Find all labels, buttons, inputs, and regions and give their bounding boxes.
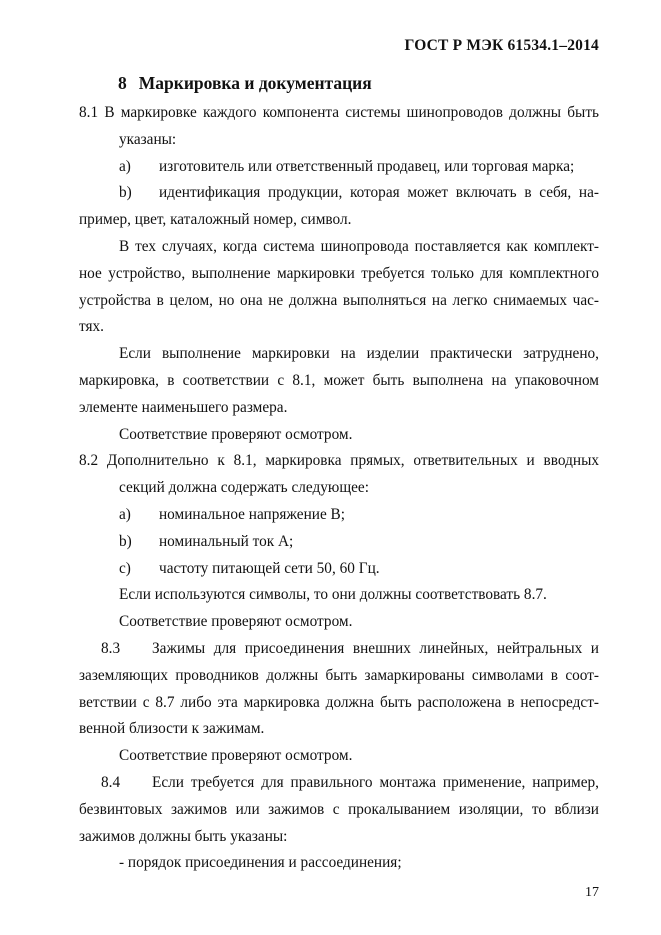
list-item-b [79,180,599,207]
section-title [118,73,372,94]
para-8-4-line3: зажимов должны быть указаны: [79,827,288,845]
list-marker: b) [119,532,132,550]
list-marker: a) [119,157,131,175]
para-8-4-line2: безвинтовых зажимов или зажимов с прокалыванием изоляции, то вблизи [79,800,599,818]
para-8-4-line1 [79,770,599,797]
clause-number: 8.4 [101,773,121,791]
page-number: 17 [585,885,599,900]
list-item-a [79,502,599,529]
check-line: Соответствие проверяют осмотром. [119,613,353,631]
list-item-text: идентификация продукции, которая может включать в себя, на- [159,184,599,202]
para-8-2-line2: секций должна содержать следующее: [119,479,369,497]
check-line: Соответствие проверяют осмотром. [119,425,353,443]
clause-number: 8.3 [101,639,121,657]
standard-header: ГОСТ Р МЭК 61534.1–2014 [404,37,599,54]
section-title-text: Маркировка и документация [138,73,372,93]
clause-text: Зажимы для присоединения внешних линейных, нейтральных и [152,639,599,657]
list-item-a [79,154,599,181]
para-difficult-line2: маркировка, в соответствии с 8.1, может быть выполнена на упаковочном [79,371,599,389]
para-8-3-line4: венной близости к зажимам. [79,720,265,738]
document-body [79,100,599,877]
para-8-1-line2: указаны: [119,130,177,148]
para-8-2-line1: 8.2 Дополнительно к 8.1, маркировка прямых, ответвительных и вводных [79,452,599,470]
para-8-3-line2: заземляющих проводников должны быть замаркированы символами в соот- [79,666,599,684]
list-item-text: изготовитель или ответственный продавец, или торговая марка; [159,157,575,175]
list-item-b [79,529,599,556]
list-item-text: номинальное напряжение В; [159,505,346,523]
list-item-b-continuation: пример, цвет, каталожный номер, символ. [79,211,352,229]
para-8-1-line1: 8.1 В маркировке каждого компонента системы шинопроводов должны быть [79,104,599,121]
list-item-text: номинальный ток А; [159,532,294,550]
symbols-line: Если используются символы, то они должны соответствовать 8.7. [119,586,547,604]
para-complete-line2: ное устройство, выполнение маркировки требуется только для комплектного [79,264,599,282]
list-marker: a) [119,505,131,523]
list-marker: c) [119,559,131,577]
para-difficult-line3: элементе наименьшего размера. [79,398,288,416]
para-complete-line1: В тех случаях, когда система шинопровода поставляется как комплект- [119,237,599,255]
list-marker: b) [119,184,132,202]
dash-item: - порядок присоединения и рассоединения; [119,854,402,872]
list-item-c [79,556,599,583]
para-complete-line4: тях. [79,318,104,336]
list-item-text: частоту питающей сети 50, 60 Гц. [159,559,380,577]
check-line: Соответствие проверяют осмотром. [119,747,353,765]
clause-text: Если требуется для правильного монтажа применение, например, [152,773,599,791]
section-number: 8 [118,73,127,93]
para-8-3-line1 [79,636,599,663]
para-difficult-line1: Если выполнение маркировки на изделии практически затруднено, [119,345,599,363]
para-complete-line3: устройства в целом, но она не должна выполняться на легко снимаемых час- [79,291,599,309]
para-8-3-line3: ветствии с 8.7 либо эта маркировка должна быть расположена в непосредст- [79,693,599,711]
